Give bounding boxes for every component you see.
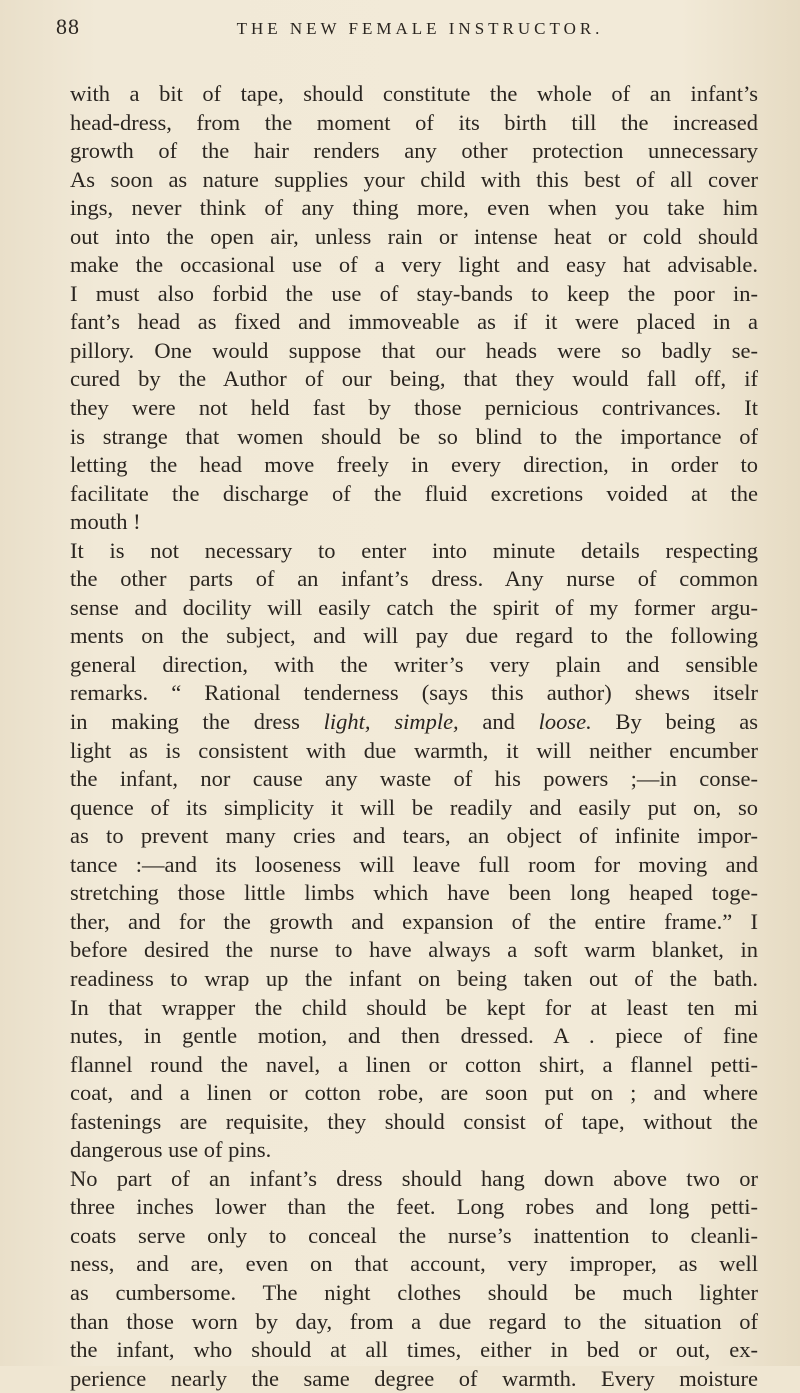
italic-word: light, — [323, 709, 371, 735]
text-line: quence of its simplicity it will be readily and easily put on, so — [70, 794, 758, 820]
text-line: make the occasional use of a very light and easy hat advisable. — [70, 252, 758, 278]
text-line: perience nearly the same degree of warmth. Every moisture — [70, 1365, 758, 1391]
text-segment: in making the dress — [70, 709, 324, 735]
running-head: THE NEW FEMALE INSTRUCTOR. — [236, 19, 604, 38]
text-line: head-dress, from the moment of its birth till the increased — [70, 109, 758, 135]
text-line: flannel round the navel, a linen or cotton shirt, a flannel petti- — [70, 1051, 758, 1077]
page-number: 88 — [56, 14, 80, 39]
text-line: as cumbersome. The night clothes should be much lighter — [70, 1279, 758, 1305]
text-line: cured by the Author of our being, that they would fall off, if — [70, 366, 758, 392]
text-line: tance :—and its looseness will leave full room for moving and — [70, 851, 758, 877]
text-line: No part of an infant’s dress should hang down above two or — [70, 1165, 758, 1191]
text-line: with a bit of tape, should constitute the whole of an infant’s — [70, 81, 758, 106]
text-line: they were not held fast by those pernicious contrivances. It — [70, 395, 758, 421]
text-segment: and — [458, 709, 539, 735]
text-line: out into the open air, unless rain or intense heat or cold should — [70, 223, 758, 249]
text-line: before desired the nurse to have always a soft warm blanket, in — [70, 937, 758, 963]
italic-word: loose. — [538, 709, 592, 735]
text-line: It is not necessary to enter into minute details respecting — [70, 537, 758, 563]
text-line: than those worn by day, from a due regard to the situation of — [70, 1308, 758, 1334]
text-line: ings, never think of any thing more, even when you take him — [70, 195, 758, 221]
text-segment — [371, 709, 395, 734]
text-line: letting the head move freely in every direction, in order to — [70, 452, 758, 478]
text-segment: By being as — [591, 709, 758, 735]
text-line: fant’s head as fixed and immoveable as if it were placed in a — [70, 309, 758, 335]
text-line: growth of the hair renders any other protection unnecessary — [70, 138, 758, 164]
text-line: the infant, nor cause any waste of his powers ;—in conse- — [70, 766, 758, 792]
text-line: ments on the subject, and will pay due regard to the following — [70, 623, 758, 649]
text-line: general direction, with the writer’s very plain and sensible — [70, 651, 758, 677]
text-line: coat, and a linen or cotton robe, are soon put on ; and where — [70, 1080, 758, 1106]
text-line: facilitate the discharge of the fluid excretions voided at the — [70, 480, 758, 506]
text-line: dangerous use of pins. — [70, 1137, 272, 1163]
text-line: remarks. “ Rational tenderness (says this author) shews itselr — [70, 680, 758, 706]
text-line: stretching those little limbs which have been long heaped toge- — [70, 880, 758, 906]
text-line: mouth ! — [70, 509, 141, 535]
text-line: pillory. One would suppose that our heads were so badly se- — [70, 337, 758, 363]
text-line: as to prevent many cries and tears, an object of infinite impor- — [70, 823, 758, 849]
body-text — [70, 80, 758, 1393]
text-line — [70, 708, 758, 737]
italic-word: simple, — [394, 709, 459, 735]
text-line: I must also forbid the use of stay-bands to keep the poor in- — [70, 280, 758, 306]
text-line: the infant, who should at all times, either in bed or out, ex- — [70, 1337, 758, 1363]
text-line: readiness to wrap up the infant on being taken out of the bath. — [70, 965, 758, 991]
text-line: three inches lower than the feet. Long robes and long petti- — [70, 1194, 758, 1220]
text-line: As soon as nature supplies your child with this best of all cover — [70, 166, 758, 192]
page-header — [56, 14, 758, 54]
text-line: light as is consistent with due warmth, it will neither encumber — [70, 737, 758, 763]
text-line: ness, and are, even on that account, very improper, as well — [70, 1251, 758, 1277]
text-line: sense and docility will easily catch the spirit of my former argu- — [70, 594, 758, 620]
text-line: coats serve only to conceal the nurse’s inattention to cleanli- — [70, 1222, 758, 1248]
text-line: fastenings are requisite, they should consist of tape, without the — [70, 1108, 758, 1134]
text-line: In that wrapper the child should be kept for at least ten mi — [70, 994, 758, 1020]
text-line: is strange that women should be so blind to the importance of — [70, 423, 758, 449]
text-line: ther, and for the growth and expansion of the entire frame.” I — [70, 908, 758, 934]
text-line: the other parts of an infant’s dress. Any nurse of common — [70, 566, 758, 592]
text-line: nutes, in gentle motion, and then dressed. A . piece of fine — [70, 1023, 758, 1049]
